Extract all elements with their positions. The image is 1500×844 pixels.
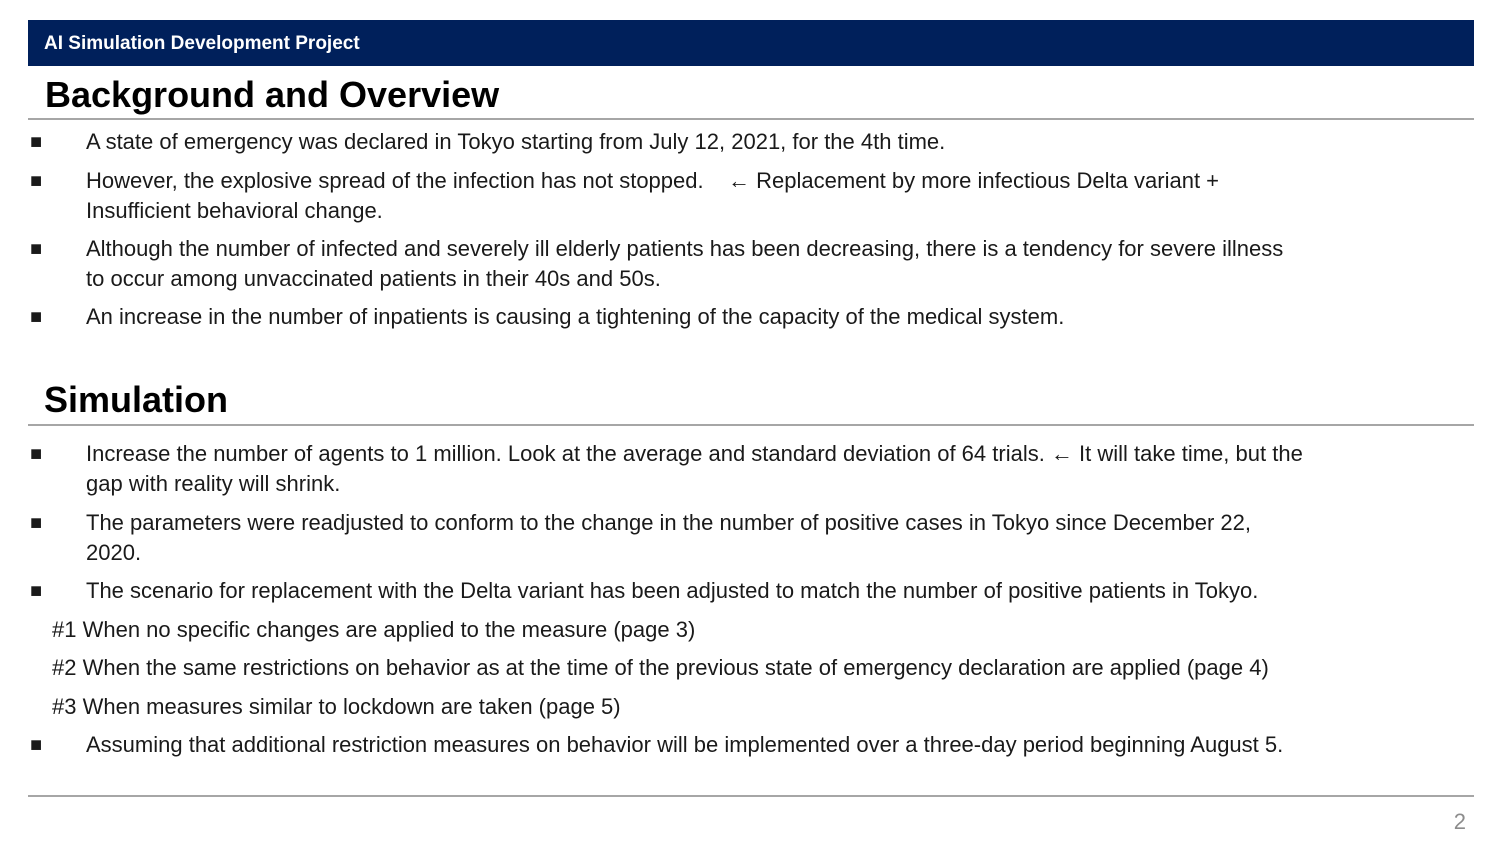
background-bullet-3 bbox=[30, 234, 1470, 294]
bullet-line: Assuming that additional restriction measures on behavior will be implemented over a three-day period beginning August 5. bbox=[86, 732, 1284, 757]
header-bar bbox=[28, 20, 1474, 66]
bullet-text bbox=[86, 302, 1470, 332]
background-bullet-4 bbox=[30, 302, 1470, 332]
simulation-heading-rule bbox=[28, 424, 1474, 426]
simulation-heading: Simulation bbox=[44, 379, 229, 420]
background-heading-rule bbox=[28, 118, 1474, 120]
bullet-line: The parameters were readjusted to conform to the change in the number of positive cases in Tokyo since December 22, bbox=[86, 510, 1251, 535]
background-bullet-2 bbox=[30, 166, 1470, 226]
bullet-line: An increase in the number of inpatients is causing a tightening of the capacity of the medical system. bbox=[86, 304, 1065, 329]
simulation-bullet-4 bbox=[30, 730, 1470, 760]
bullet-line: Although the number of infected and severely ill elderly patients has been decreasing, there is a tendency for severe illness bbox=[86, 236, 1284, 261]
bullet-marker: ■ bbox=[30, 238, 43, 260]
page-number: 2 bbox=[1453, 809, 1466, 834]
bullet-line: A state of emergency was declared in Tokyo starting from July 12, 2021, for the 4th time. bbox=[86, 129, 946, 154]
bullet-text bbox=[86, 166, 1470, 226]
scenario-item-2: #2 When the same restrictions on behavior as at the time of the previous state of emergency declaration are applied (page 4) bbox=[52, 655, 1269, 680]
bullet-marker: ■ bbox=[30, 580, 43, 602]
bullet-text bbox=[86, 234, 1470, 294]
footer-rule bbox=[28, 795, 1474, 797]
background-bullet-1 bbox=[30, 127, 1470, 157]
bullet-text bbox=[86, 127, 1470, 157]
bullet-marker: ■ bbox=[30, 131, 43, 153]
bullet-marker: ■ bbox=[30, 512, 43, 534]
bullet-line: Insufficient behavioral change. bbox=[86, 198, 383, 223]
bullet-line: to occur among unvaccinated patients in their 40s and 50s. bbox=[86, 266, 661, 291]
bullet-marker: ■ bbox=[30, 443, 43, 465]
bullet-line: The scenario for replacement with the Delta variant has been adjusted to match the number of positive patients in Tokyo. bbox=[86, 578, 1259, 603]
bullet-marker: ■ bbox=[30, 306, 43, 328]
simulation-bullet-1 bbox=[30, 439, 1470, 499]
simulation-bullet-3 bbox=[30, 576, 1470, 606]
bullet-text bbox=[86, 508, 1470, 568]
bullet-marker: ■ bbox=[30, 734, 43, 756]
scenario-item-1: #1 When no specific changes are applied to the measure (page 3) bbox=[52, 617, 696, 642]
bullet-line: gap with reality will shrink. bbox=[86, 471, 341, 496]
bullet-line: 2020. bbox=[86, 540, 142, 565]
bullet-text bbox=[86, 576, 1470, 606]
simulation-bullet-2 bbox=[30, 508, 1470, 568]
background-heading: Background and Overview bbox=[45, 74, 500, 115]
bullet-text bbox=[86, 439, 1470, 499]
scenario-item-3: #3 When measures similar to lockdown are taken (page 5) bbox=[52, 694, 621, 719]
bullet-text bbox=[86, 730, 1470, 760]
bullet-line: However, the explosive spread of the infection has not stopped. ← Replacement by more infectious Delta variant + bbox=[86, 168, 1220, 193]
bullet-line: Increase the number of agents to 1 million. Look at the average and standard deviation of 64 trials. ← It will take time, but the bbox=[86, 441, 1303, 466]
header-title: AI Simulation Development Project bbox=[44, 33, 360, 54]
bullet-marker: ■ bbox=[30, 170, 43, 192]
